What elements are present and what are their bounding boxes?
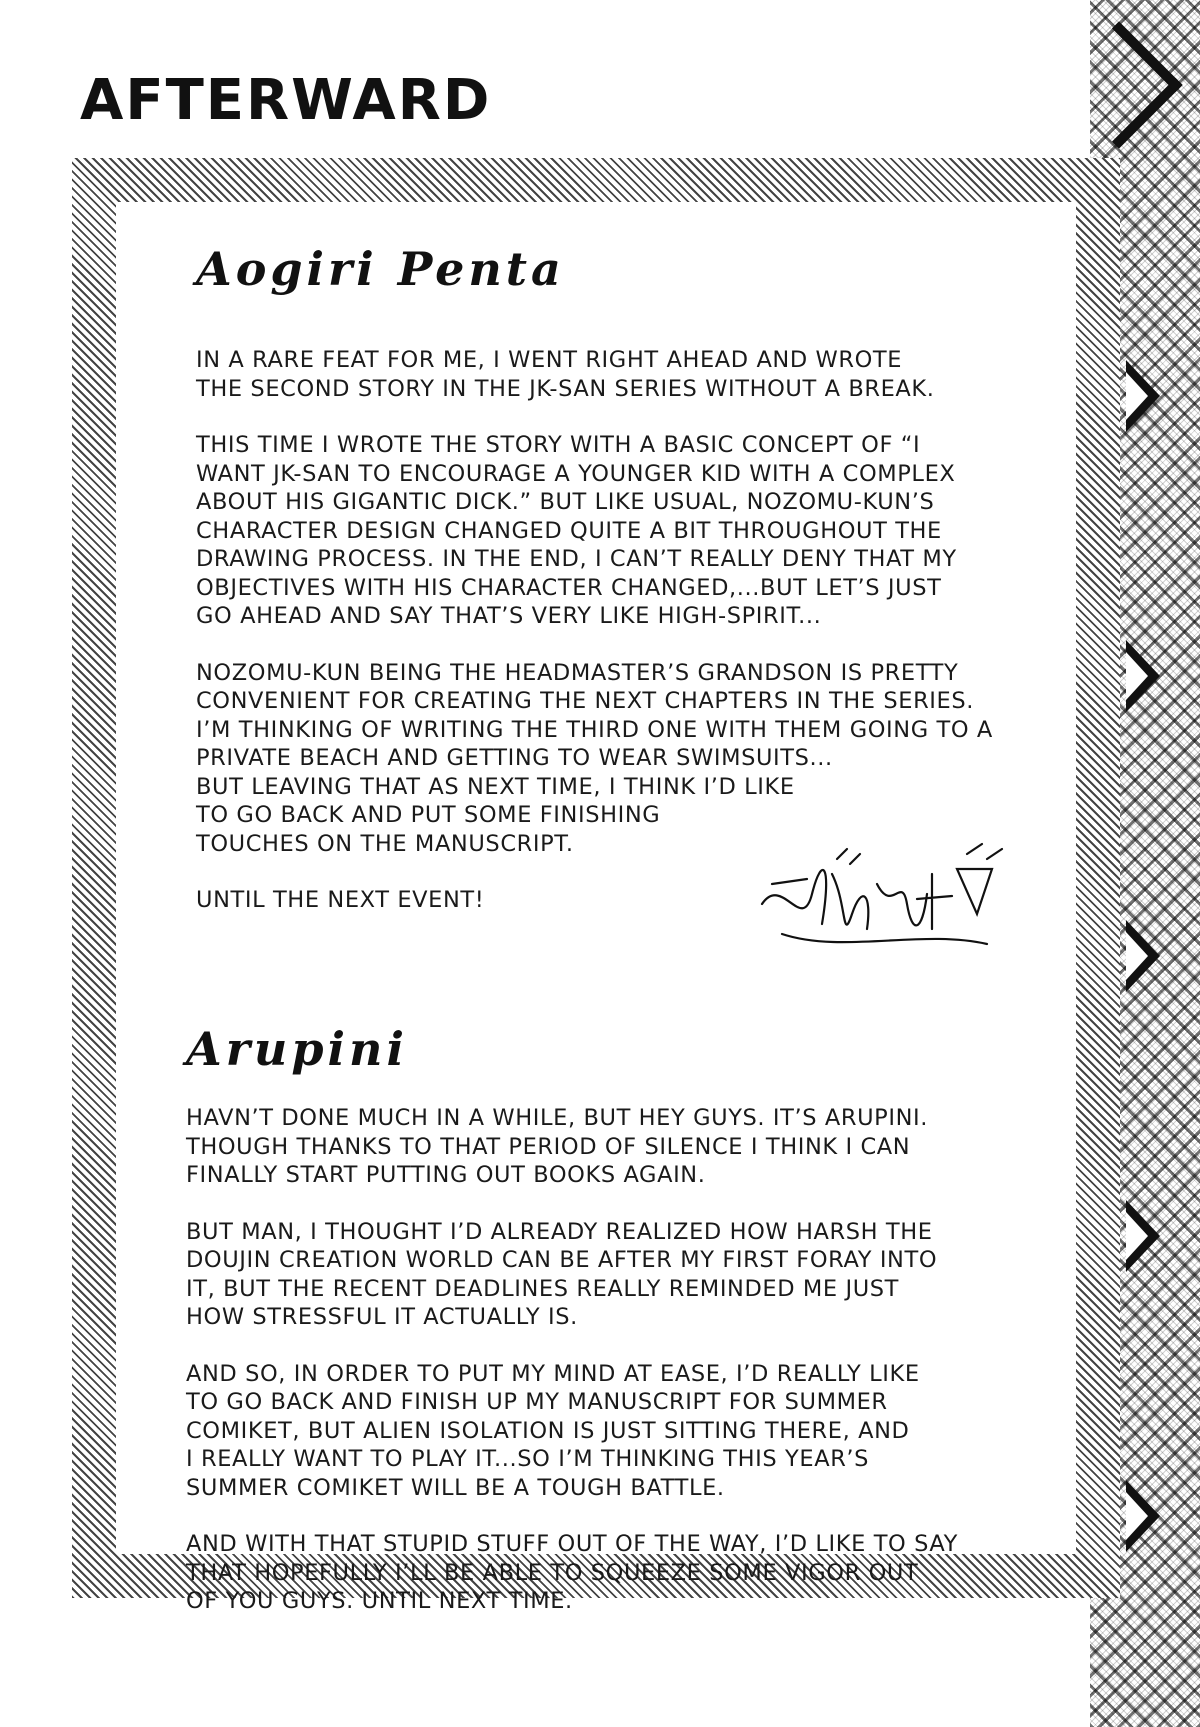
author-name: Arupini [186, 1022, 408, 1076]
chevron-decoration [1126, 360, 1160, 432]
paragraph: HAVN’T DONE MUCH IN A WHILE, BUT HEY GUYS. IT’S ARUPINI. THOUGH THANKS TO THAT PERIOD OF SILENCE I THINK I CAN FINALLY START PUTTING OUT BOOKS AGAIN. [186, 1105, 929, 1188]
frame-content [116, 202, 1076, 1614]
afterword-section-arupini [186, 1022, 1036, 1644]
paragraph: IN A RARE FEAT FOR ME, I WENT RIGHT AHEAD AND WROTE THE SECOND STORY IN THE JK-SAN SERIES WITHOUT A BREAK. [196, 347, 935, 402]
chevron-decoration-top [1055, 21, 1182, 148]
paragraph: BUT MAN, I THOUGHT I’D ALREADY REALIZED HOW HARSH THE DOUJIN CREATION WORLD CAN BE AFTER MY FIRST FORAY INTO IT, BUT THE RECENT DEADLINES REALLY REMINDED ME JUST HOW STRESSFUL IT ACTUALLY IS. [186, 1218, 938, 1330]
paragraph: AND WITH THAT STUPID STUFF OUT OF THE WAY, I’D LIKE TO SAY THAT HOPEFULLY I’LL BE ABLE TO SQUEEZE SOME VIGOR OUT OF YOU GUYS. UNTIL NEXT TIME. [186, 1531, 958, 1614]
chevron-decoration [1126, 1480, 1160, 1552]
paragraph: NOZOMU-KUN BEING THE HEADMASTER’S GRANDSON IS PRETTY CONVENIENT FOR CREATING THE NEXT CHAPTERS IN THE SERIES. I’M THINKING OF WRITING THE THIRD ONE WITH THEM GOING TO A PRIVATE BEACH AND GETTING TO WEAR SWIMSUITS... BUT LEAVING THAT AS NEXT TIME, I THINK I’D LIKE TO GO BACK AND PUT SOME FINISHING TOUCHES ON THE MANUSCRIPT. [196, 659, 993, 857]
paragraph: THIS TIME I WROTE THE STORY WITH A BASIC CONCEPT OF “I WANT JK-SAN TO ENCOURAGE A YOUNGER KID WITH A COMPLEX ABOUT HIS GIGANTIC DICK.” BUT LIKE USUAL, NOZOMU-KUN’S CHARACTER DESIGN CHANGED QUITE A BIT THROUGHOUT THE DRAWING PROCESS. IN THE END, I CAN’T REALLY DENY THAT MY OBJECTIVES WITH HIS CHARACTER CHANGED,...BUT LET’S JUST GO AHEAD AND SAY THAT’S VERY LIKE HIGH-SPIRIT... [196, 432, 957, 629]
chevron-decoration [1126, 640, 1160, 712]
handwritten-signature-icon [752, 834, 1012, 964]
paragraph: AND SO, IN ORDER TO PUT MY MIND AT EASE, I’D REALLY LIKE TO GO BACK AND FINISH UP MY MANUSCRIPT FOR SUMMER COMIKET, BUT ALIEN ISOLATION IS JUST SITTING THERE, AND I REALLY WANT TO PLAY IT...SO I’M THINKING THIS YEAR’S SUMMER COMIKET WILL BE A TOUGH BATTLE. [186, 1360, 920, 1501]
paragraph: UNTIL THE NEXT EVENT! [196, 887, 485, 913]
chevron-decoration [1126, 920, 1160, 992]
halftone-frame [72, 158, 1120, 1614]
author-name: Aogiri Penta [196, 242, 565, 296]
chevron-decoration [1126, 1200, 1160, 1272]
page-title: AFTERWARD [80, 68, 492, 133]
